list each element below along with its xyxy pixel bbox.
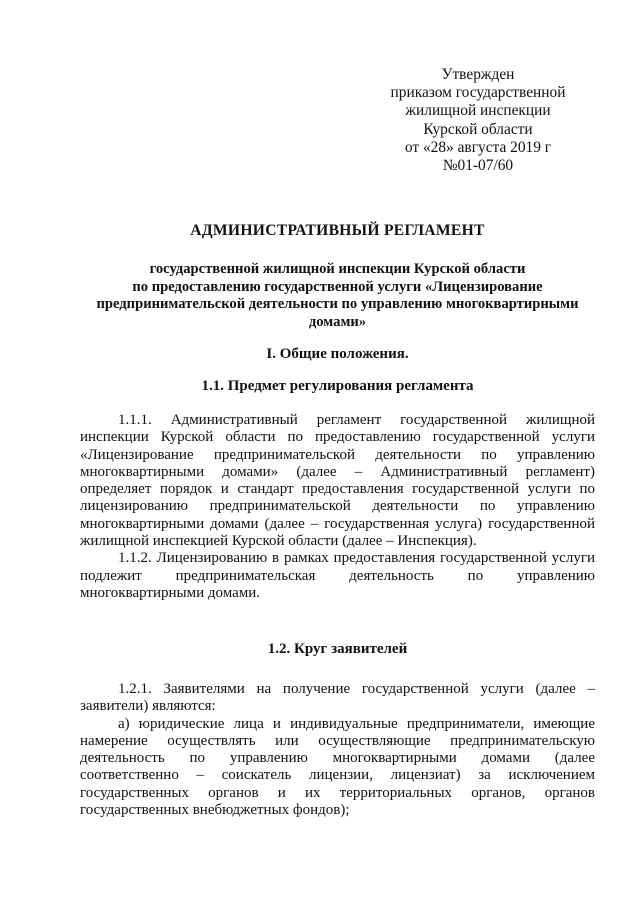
- approval-line: №01-07/60: [442, 157, 514, 175]
- subtitle-line: по предоставлению государственной услуги «Лицензирование: [132, 278, 543, 295]
- paragraph-line: намерение осуществлять или осуществляющие предпринимательскую: [80, 732, 595, 749]
- subtitle-line: домами»: [308, 313, 367, 330]
- paragraph-line: а) юридические лица и индивидуальные предприниматели, имеющие: [118, 715, 595, 732]
- approval-line: от «28» августа 2019 г: [404, 138, 552, 156]
- paragraph-line: инспекции Курской области по предоставлению государственной услуги: [80, 429, 595, 446]
- approval-line: приказом государственной: [390, 84, 566, 102]
- paragraph-line: заявители) являются:: [80, 698, 216, 715]
- paragraph-line: жилищной инспекцией Курской области (далее – Инспекция).: [80, 533, 477, 550]
- subtitle-line: государственной жилищной инспекции Курской области: [149, 261, 526, 277]
- paragraph-line: многоквартирными домами.: [80, 584, 261, 601]
- paragraph-line: многоквартирными домами» (далее – Административный регламент): [80, 463, 595, 480]
- paragraph-line: 1.1.2. Лицензированию в рамках предоставления государственной услуги: [118, 550, 595, 567]
- paragraph-line: лицензированию предпринимательской деятельности по управлению: [80, 498, 595, 515]
- subsection-heading-subject: 1.1. Предмет регулирования регламента: [201, 378, 474, 394]
- paragraph-line: 1.1.1. Административный регламент государственной жилищной: [118, 412, 595, 428]
- paragraph-line: деятельность по управлению многоквартирными домами (далее: [80, 750, 595, 767]
- paragraph-line: государственных внебюджетных фондов);: [80, 802, 350, 819]
- approval-line: Курской области: [423, 120, 533, 138]
- paragraph-line: соответственно – соискатель лицензии, лицензиат) за исключением: [80, 767, 595, 784]
- paragraph-line: определяет порядок и стандарт предоставления государственной услуги по: [80, 481, 595, 498]
- paragraph-line: подлежит предпринимательская деятельность по управлению: [80, 567, 595, 584]
- document-subtitle: [80, 261, 595, 331]
- approval-line: Утвержден: [441, 66, 515, 83]
- document-title: АДМИНИСТРАТИВНЫЙ РЕГЛАМЕНТ: [190, 222, 485, 239]
- subsection-heading-applicants: 1.2. Круг заявителей: [267, 641, 408, 657]
- subtitle-line: предпринимательской деятельности по управлению многоквартирными: [96, 296, 579, 312]
- paragraph-line: многоквартирными домами (далее – государственная услуга) государственной: [80, 515, 595, 532]
- approval-line: жилищной инспекции: [405, 102, 551, 120]
- subsection-1-1-body: [80, 412, 595, 602]
- paragraph-line: «Лицензирование предпринимательской деятельности по управлению: [80, 446, 595, 463]
- section-heading-general: I. Общие положения.: [266, 346, 409, 362]
- paragraph-line: государственных органов и их территориальных органов, органов: [80, 784, 595, 801]
- approval-stamp: [378, 66, 578, 175]
- paragraph-line: 1.2.1. Заявителями на получение государственной услуги (далее –: [118, 681, 595, 697]
- subsection-1-2-body: [80, 681, 595, 819]
